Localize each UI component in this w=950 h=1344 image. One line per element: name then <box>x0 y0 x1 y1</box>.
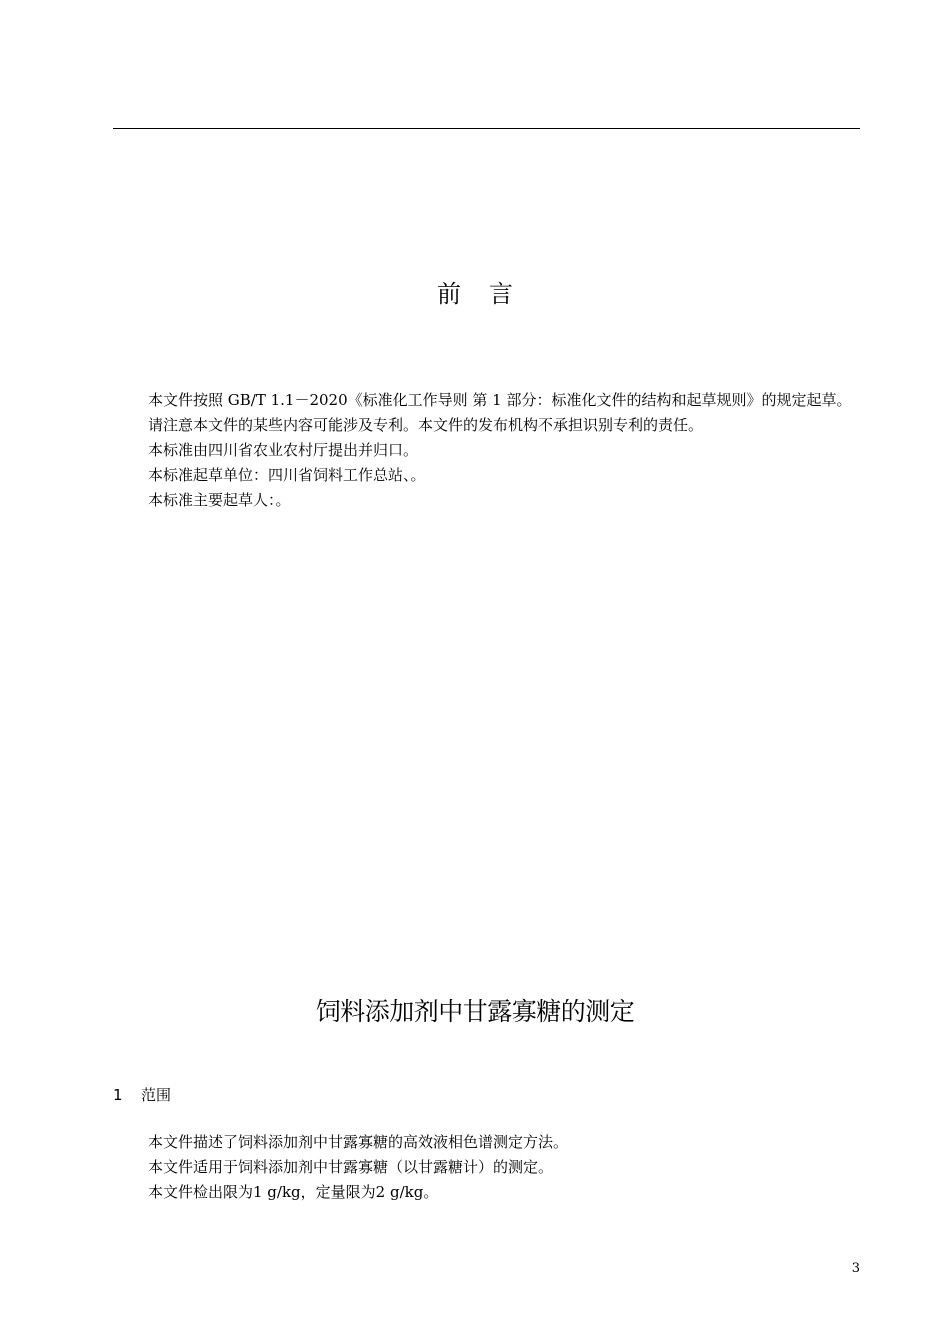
foreword-paragraph-4: 本标准起草单位：四川省饲料工作总站、。 <box>148 466 426 484</box>
foreword-body <box>113 388 860 513</box>
scope-paragraph-2: 本文件适用于饲料添加剂中甘露寡糖（以甘露糖计）的测定。 <box>148 1158 554 1176</box>
section-heading-scope <box>113 1084 171 1106</box>
foreword-paragraph-1: 本文件按照 GB/T 1.1－2020《标准化工作导则 第 1 部分：标准化文件的结构和起草规则》的规定起草。 <box>148 391 852 409</box>
foreword-paragraph-5: 本标准主要起草人：。 <box>148 491 291 509</box>
foreword-paragraph-2: 请注意本文件的某些内容可能涉及专利。本文件的发布机构不承担识别专利的责任。 <box>148 416 704 434</box>
foreword-title: 前言 <box>437 280 541 308</box>
section-number: 1 <box>113 1086 123 1104</box>
scope-paragraph-3: 本文件检出限为1 g/kg，定量限为2 g/kg。 <box>148 1183 439 1201</box>
header-rule <box>113 128 860 129</box>
document-title: 饲料添加剂中甘露寡糖的测定 <box>315 997 635 1026</box>
scope-paragraph-1: 本文件描述了饲料添加剂中甘露寡糖的高效液相色谱测定方法。 <box>148 1133 569 1151</box>
page-number: 3 <box>851 1261 860 1276</box>
foreword-paragraph-3: 本标准由四川省农业农村厅提出并归口。 <box>148 441 419 459</box>
scope-body <box>113 1130 860 1205</box>
section-heading-text: 范围 <box>141 1086 172 1104</box>
